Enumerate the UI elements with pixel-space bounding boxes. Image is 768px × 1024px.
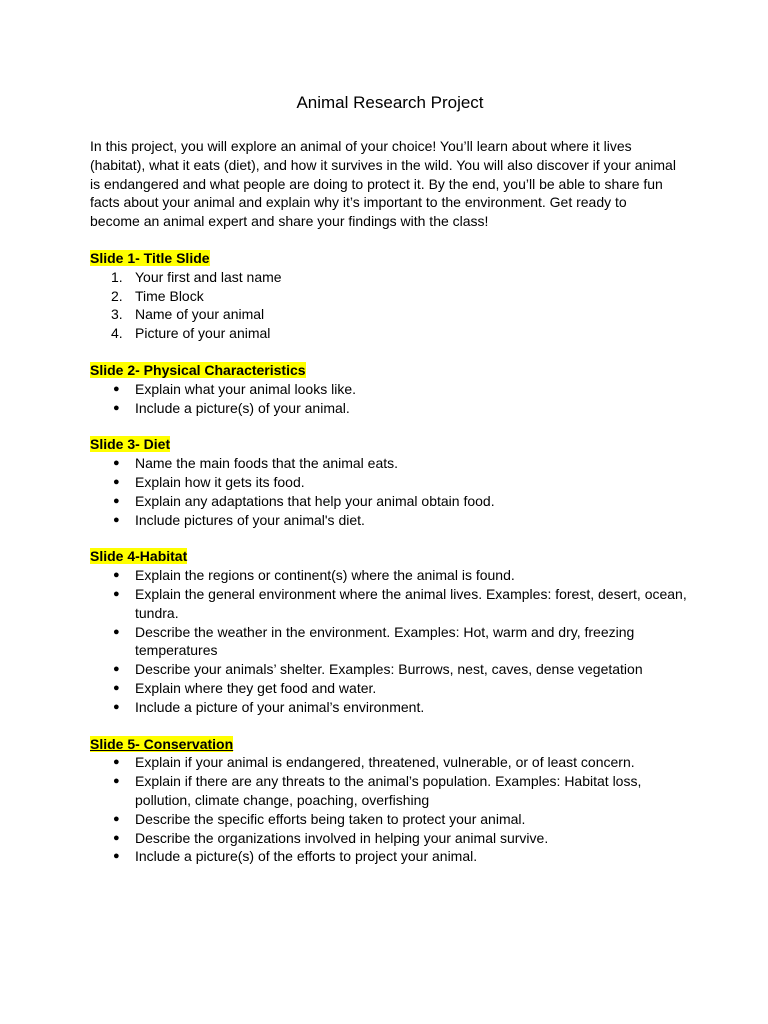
list-item-text: Describe the organizations involved in helping your animal survive.: [135, 829, 549, 846]
list-item: [90, 380, 690, 399]
list-item: [90, 287, 690, 306]
list-item: [90, 623, 690, 661]
list-item-text: Explain if your animal is endangered, threatened, vulnerable, or of least concern.: [135, 754, 635, 771]
highlighted-heading-text: Slide 2- Physical Characteristics: [90, 361, 306, 378]
bullet-icon: ●: [113, 494, 120, 507]
list-item-text: Explain the general environment where the animal lives. Examples: forest, desert, ocean, tundra.: [135, 585, 687, 621]
numbered-list: [90, 268, 690, 343]
list-item: [90, 772, 690, 810]
bullet-list: [90, 566, 690, 716]
highlighted-heading-text: Slide 3- Diet: [90, 436, 171, 453]
bullet-list: [90, 380, 690, 418]
list-item-text: Describe your animals’ shelter. Examples: Burrows, nest, caves, dense vegetation: [135, 661, 643, 678]
highlighted-heading-text: Slide 5- Conservation: [90, 735, 234, 752]
list-item-text: Explain what your animal looks like.: [135, 380, 356, 397]
list-item-text: Describe the weather in the environment. Examples: Hot, warm and dry, freezing temperatures: [135, 623, 635, 659]
list-item: [90, 454, 690, 473]
bullet-icon: ●: [113, 681, 120, 694]
bullet-icon: ●: [113, 775, 120, 788]
section-heading: [90, 547, 690, 566]
list-item: [90, 847, 690, 866]
section-heading: [90, 735, 690, 754]
list-item: [90, 268, 690, 287]
section-slide-4: [90, 547, 690, 716]
list-item-text: Include a picture(s) of your animal.: [135, 399, 350, 416]
bullet-icon: ●: [113, 756, 120, 769]
bullet-icon: ●: [113, 700, 120, 713]
list-item-text: Include pictures of your animal's diet.: [135, 511, 365, 528]
bullet-icon: ●: [113, 812, 120, 825]
list-item: [90, 829, 690, 848]
list-item-text: Explain the regions or continent(s) where the animal is found.: [135, 567, 515, 584]
list-item-text: Name the main foods that the animal eats.: [135, 455, 399, 472]
list-item: [90, 566, 690, 585]
list-item: [90, 679, 690, 698]
list-number: 1.: [111, 268, 123, 285]
list-item: [90, 585, 690, 623]
list-item: [90, 660, 690, 679]
bullet-icon: ●: [113, 831, 120, 844]
list-item: [90, 473, 690, 492]
bullet-icon: ●: [113, 457, 120, 470]
bullet-icon: ●: [113, 401, 120, 414]
list-item: [90, 324, 690, 343]
bullet-icon: ●: [113, 513, 120, 526]
list-item-text: Explain if there are any threats to the animal’s population. Examples: Habitat loss, pollution, climate change, poaching, overfishing: [135, 773, 642, 808]
section-heading: [90, 361, 690, 380]
bullet-list: [90, 454, 690, 529]
highlighted-heading-text: Slide 4-Habitat: [90, 548, 188, 565]
bullet-icon: ●: [113, 587, 120, 600]
bullet-icon: ●: [113, 625, 120, 638]
list-item: [90, 810, 690, 829]
bullet-icon: ●: [113, 663, 120, 676]
list-number: 2.: [111, 287, 123, 304]
document-title: Animal Research Project: [296, 93, 484, 112]
list-item-text: Explain how it gets its food.: [135, 473, 305, 490]
highlighted-heading-text: Slide 1- Title Slide: [90, 249, 210, 266]
bullet-icon: ●: [113, 850, 120, 863]
list-item-text: Explain where they get food and water.: [135, 679, 377, 696]
list-item: [90, 753, 690, 772]
list-item-text: Describe the specific efforts being taken to protect your animal.: [135, 810, 526, 827]
section-slide-5: [90, 735, 690, 867]
list-item: [90, 399, 690, 418]
section-heading: [90, 249, 690, 268]
list-item: [90, 492, 690, 511]
list-item-text: Name of your animal: [135, 306, 265, 323]
list-item-text: Your first and last name: [135, 268, 282, 285]
section-slide-3: [90, 435, 690, 529]
list-item-text: Time Block: [135, 287, 204, 304]
list-number: 3.: [111, 306, 123, 323]
bullet-icon: ●: [113, 382, 120, 395]
bullet-icon: ●: [113, 569, 120, 582]
list-item-text: Explain any adaptations that help your animal obtain food.: [135, 492, 495, 509]
list-item-text: Picture of your animal: [135, 325, 271, 342]
list-number: 4.: [111, 325, 123, 342]
list-item-text: Include a picture(s) of the efforts to project your animal.: [135, 848, 478, 865]
bullet-icon: ●: [113, 475, 120, 488]
section-slide-2: [90, 361, 690, 417]
bullet-list: [90, 753, 690, 866]
section-heading: [90, 435, 690, 454]
document-page: [90, 92, 690, 884]
list-item-text: Include a picture of your animal’s environment.: [135, 698, 425, 715]
list-item: [90, 698, 690, 717]
list-item: [90, 511, 690, 530]
intro-paragraph: In this project, you will explore an animal of your choice! You’ll learn about where it lives (habitat), what it eats (diet), and how it survives in the wild. You will also discover if your animal is endangered and what people are doing to protect it. By the end, you’ll be able to share fun facts about your animal and explain why it’s important to the environment. Get ready to become an animal expert and share your findings with the class!: [90, 138, 676, 230]
list-item: [90, 305, 690, 324]
section-slide-1: [90, 249, 690, 343]
